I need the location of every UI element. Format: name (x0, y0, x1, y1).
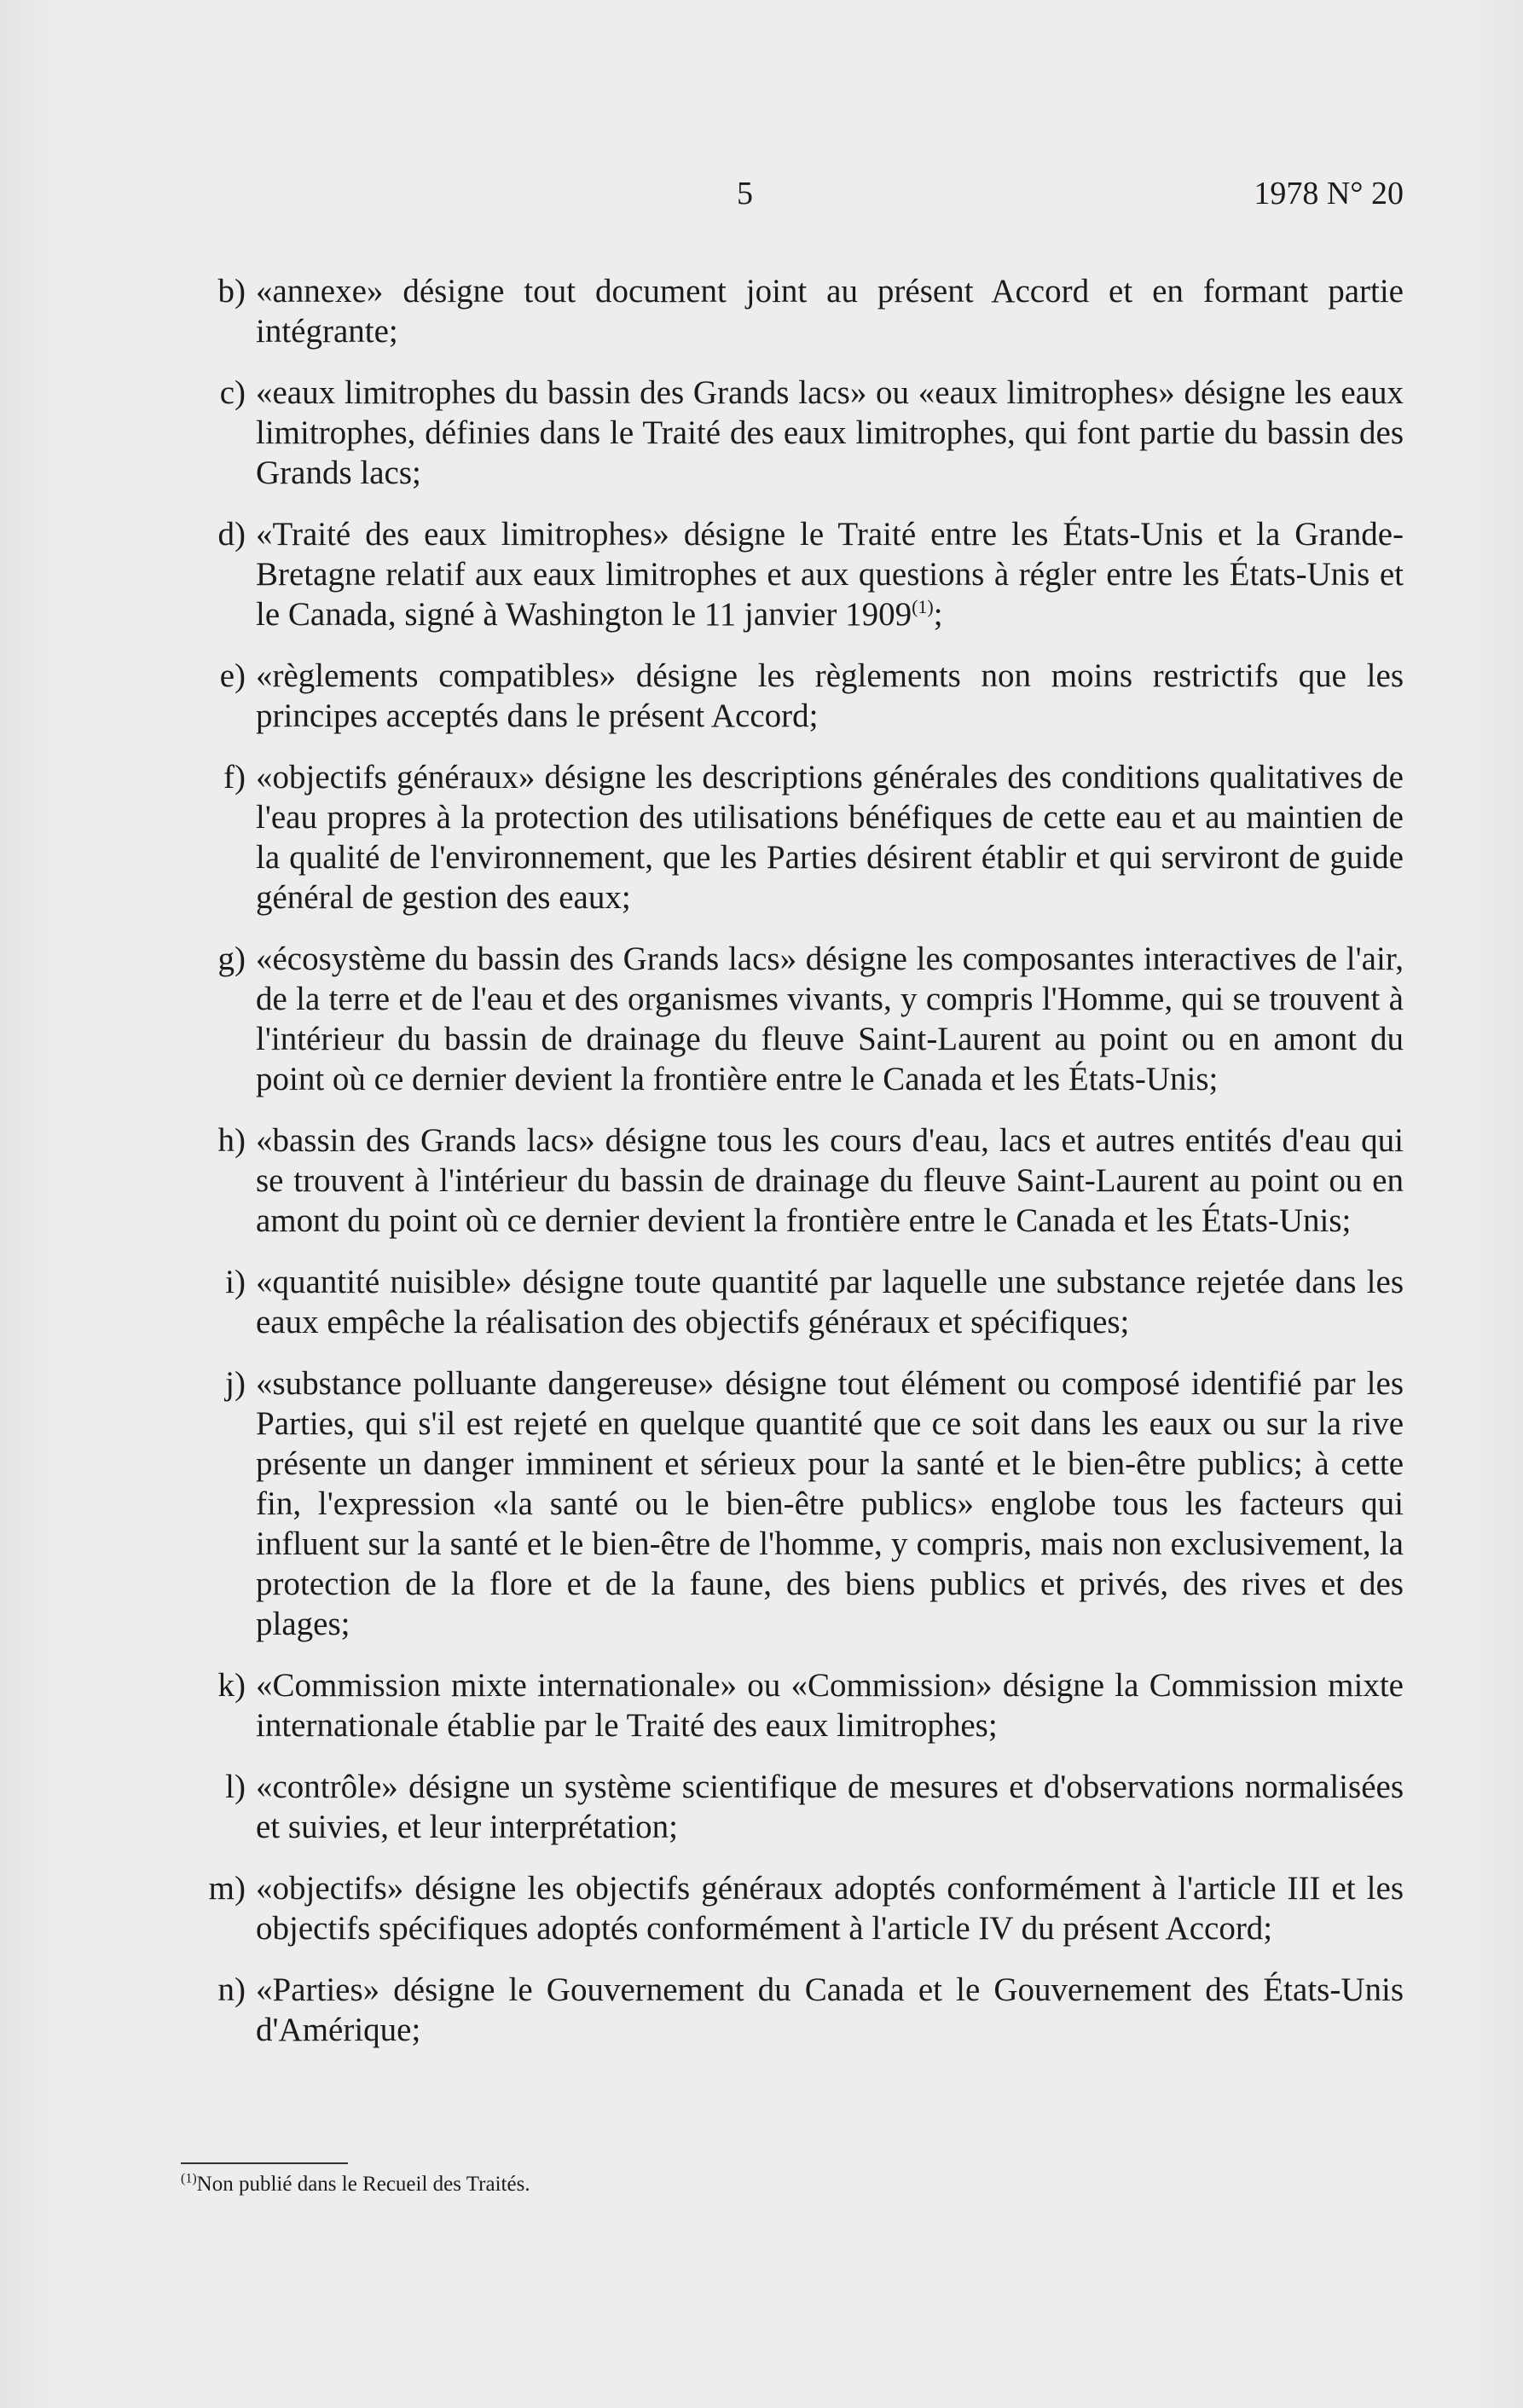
definition-item-g (181, 939, 1404, 1099)
definition-item-d (181, 514, 1404, 634)
footnote-marker: (1) (912, 596, 934, 617)
page-header (0, 175, 1523, 217)
item-text-wrapper (256, 514, 1404, 634)
definition-item-n (181, 1970, 1404, 2050)
definition-item-m (181, 1868, 1404, 1948)
item-text: «substance polluante dangereuse» désigne tout élément ou composé identifié par les Parties, qui s'il est rejeté en quelque quantité que ce soit dans les eaux ou sur la rive présente un danger imminent et sérieux pour la santé et le bien-être publics; à cette fin, l'expression «la santé ou le bien-être publics» englobe tous les facteurs qui influent sur la santé et le bien-être de l'homme, y compris, mais non exclusivement, la protection de la flore et de la faune, des biens publics et privés, des rives et des plages; (256, 1365, 1404, 1642)
definition-item-i (181, 1262, 1404, 1342)
document-reference: 1978 N° 20 (1254, 176, 1404, 211)
definition-item-f (181, 757, 1404, 917)
page-number: 5 (737, 176, 753, 211)
item-text: «eaux limitrophes du bassin des Grands lacs» ou «eaux limitrophes» désigne les eaux limitrophes, définies dans le Traité des eaux limitrophes, qui font partie du bassin des Grands lacs; (256, 374, 1404, 491)
item-text: «règlements compatibles» désigne les règlements non moins restrictifs que les principes acceptés dans le présent Accord; (256, 657, 1404, 734)
definition-item-b (181, 271, 1404, 351)
item-text-suffix: ; (933, 596, 943, 633)
definition-item-h (181, 1120, 1404, 1241)
item-text: «Traité des eaux limitrophes» désigne le Traité entre les États-Unis et la Grande-Bretagne relatif aux eaux limitrophes et aux questions à régler entre les États-Unis et le Canada, signé à Washington le 11 janvier 1909 (256, 516, 1404, 633)
item-text: «objectifs» désigne les objectifs généraux adoptés conformément à l'article III et les objectifs spécifiques adoptés conformément à l'article IV du présent Accord; (256, 1870, 1404, 1947)
item-label: e) (219, 657, 246, 694)
item-label: d) (217, 516, 246, 553)
item-text: «objectifs généraux» désigne les descriptions générales des conditions qualitatives de l'eau propres à la protection des utilisations bénéfiques de cette eau et au maintien de la qualité de l'environnement, que les Parties désirent établir et qui serviront de guide général de gestion des eaux; (256, 759, 1404, 916)
item-label: j) (225, 1365, 246, 1402)
item-label: m) (208, 1870, 246, 1907)
item-text: «Commission mixte internationale» ou «Commission» désigne la Commission mixte internationale établie par le Traité des eaux limitrophes; (256, 1667, 1404, 1744)
definition-item-c (181, 373, 1404, 493)
item-label: n) (217, 1971, 246, 2008)
item-label: b) (217, 273, 246, 310)
definitions-list (181, 271, 1404, 2071)
item-label: k) (217, 1667, 246, 1704)
footnote-divider (181, 2162, 348, 2164)
item-label: g) (217, 941, 246, 977)
item-text: «Parties» désigne le Gouvernement du Canada et le Gouvernement des États-Unis d'Amérique; (256, 1971, 1404, 2048)
item-label: h) (217, 1122, 246, 1159)
item-text: «contrôle» désigne un système scientifique de mesures et d'observations normalisées et suivies, et leur interprétation; (256, 1768, 1404, 1845)
footnote-marker: (1) (181, 2171, 197, 2186)
item-label: f) (223, 759, 246, 796)
footnote (181, 2173, 530, 2197)
definition-item-e (181, 656, 1404, 736)
definition-item-k (181, 1665, 1404, 1745)
item-label: c) (219, 374, 246, 411)
definition-item-j (181, 1363, 1404, 1644)
item-text: «annexe» désigne tout document joint au présent Accord et en formant partie intégrante; (256, 273, 1404, 350)
item-label: i) (225, 1264, 246, 1300)
item-label: l) (225, 1768, 246, 1805)
footnote-text: Non publié dans le Recueil des Traités. (196, 2173, 530, 2196)
definition-item-l (181, 1767, 1404, 1847)
item-text: «écosystème du bassin des Grands lacs» désigne les composantes interactives de l'air, de la terre et de l'eau et des organismes vivants, y compris l'Homme, qui se trouvent à l'intérieur du bassin de drainage du fleuve Saint-Laurent au point ou en amont du point où ce dernier devient la frontière entre le Canada et les États-Unis; (256, 941, 1404, 1097)
item-text: «quantité nuisible» désigne toute quantité par laquelle une substance rejetée dans les eaux empêche la réalisation des objectifs généraux et spécifiques; (256, 1264, 1404, 1340)
item-text: «bassin des Grands lacs» désigne tous les cours d'eau, lacs et autres entités d'eau qui se trouvent à l'intérieur du bassin de drainage du fleuve Saint-Laurent au point ou en amont du point où ce dernier devient la frontière entre le Canada et les États-Unis; (256, 1122, 1404, 1239)
